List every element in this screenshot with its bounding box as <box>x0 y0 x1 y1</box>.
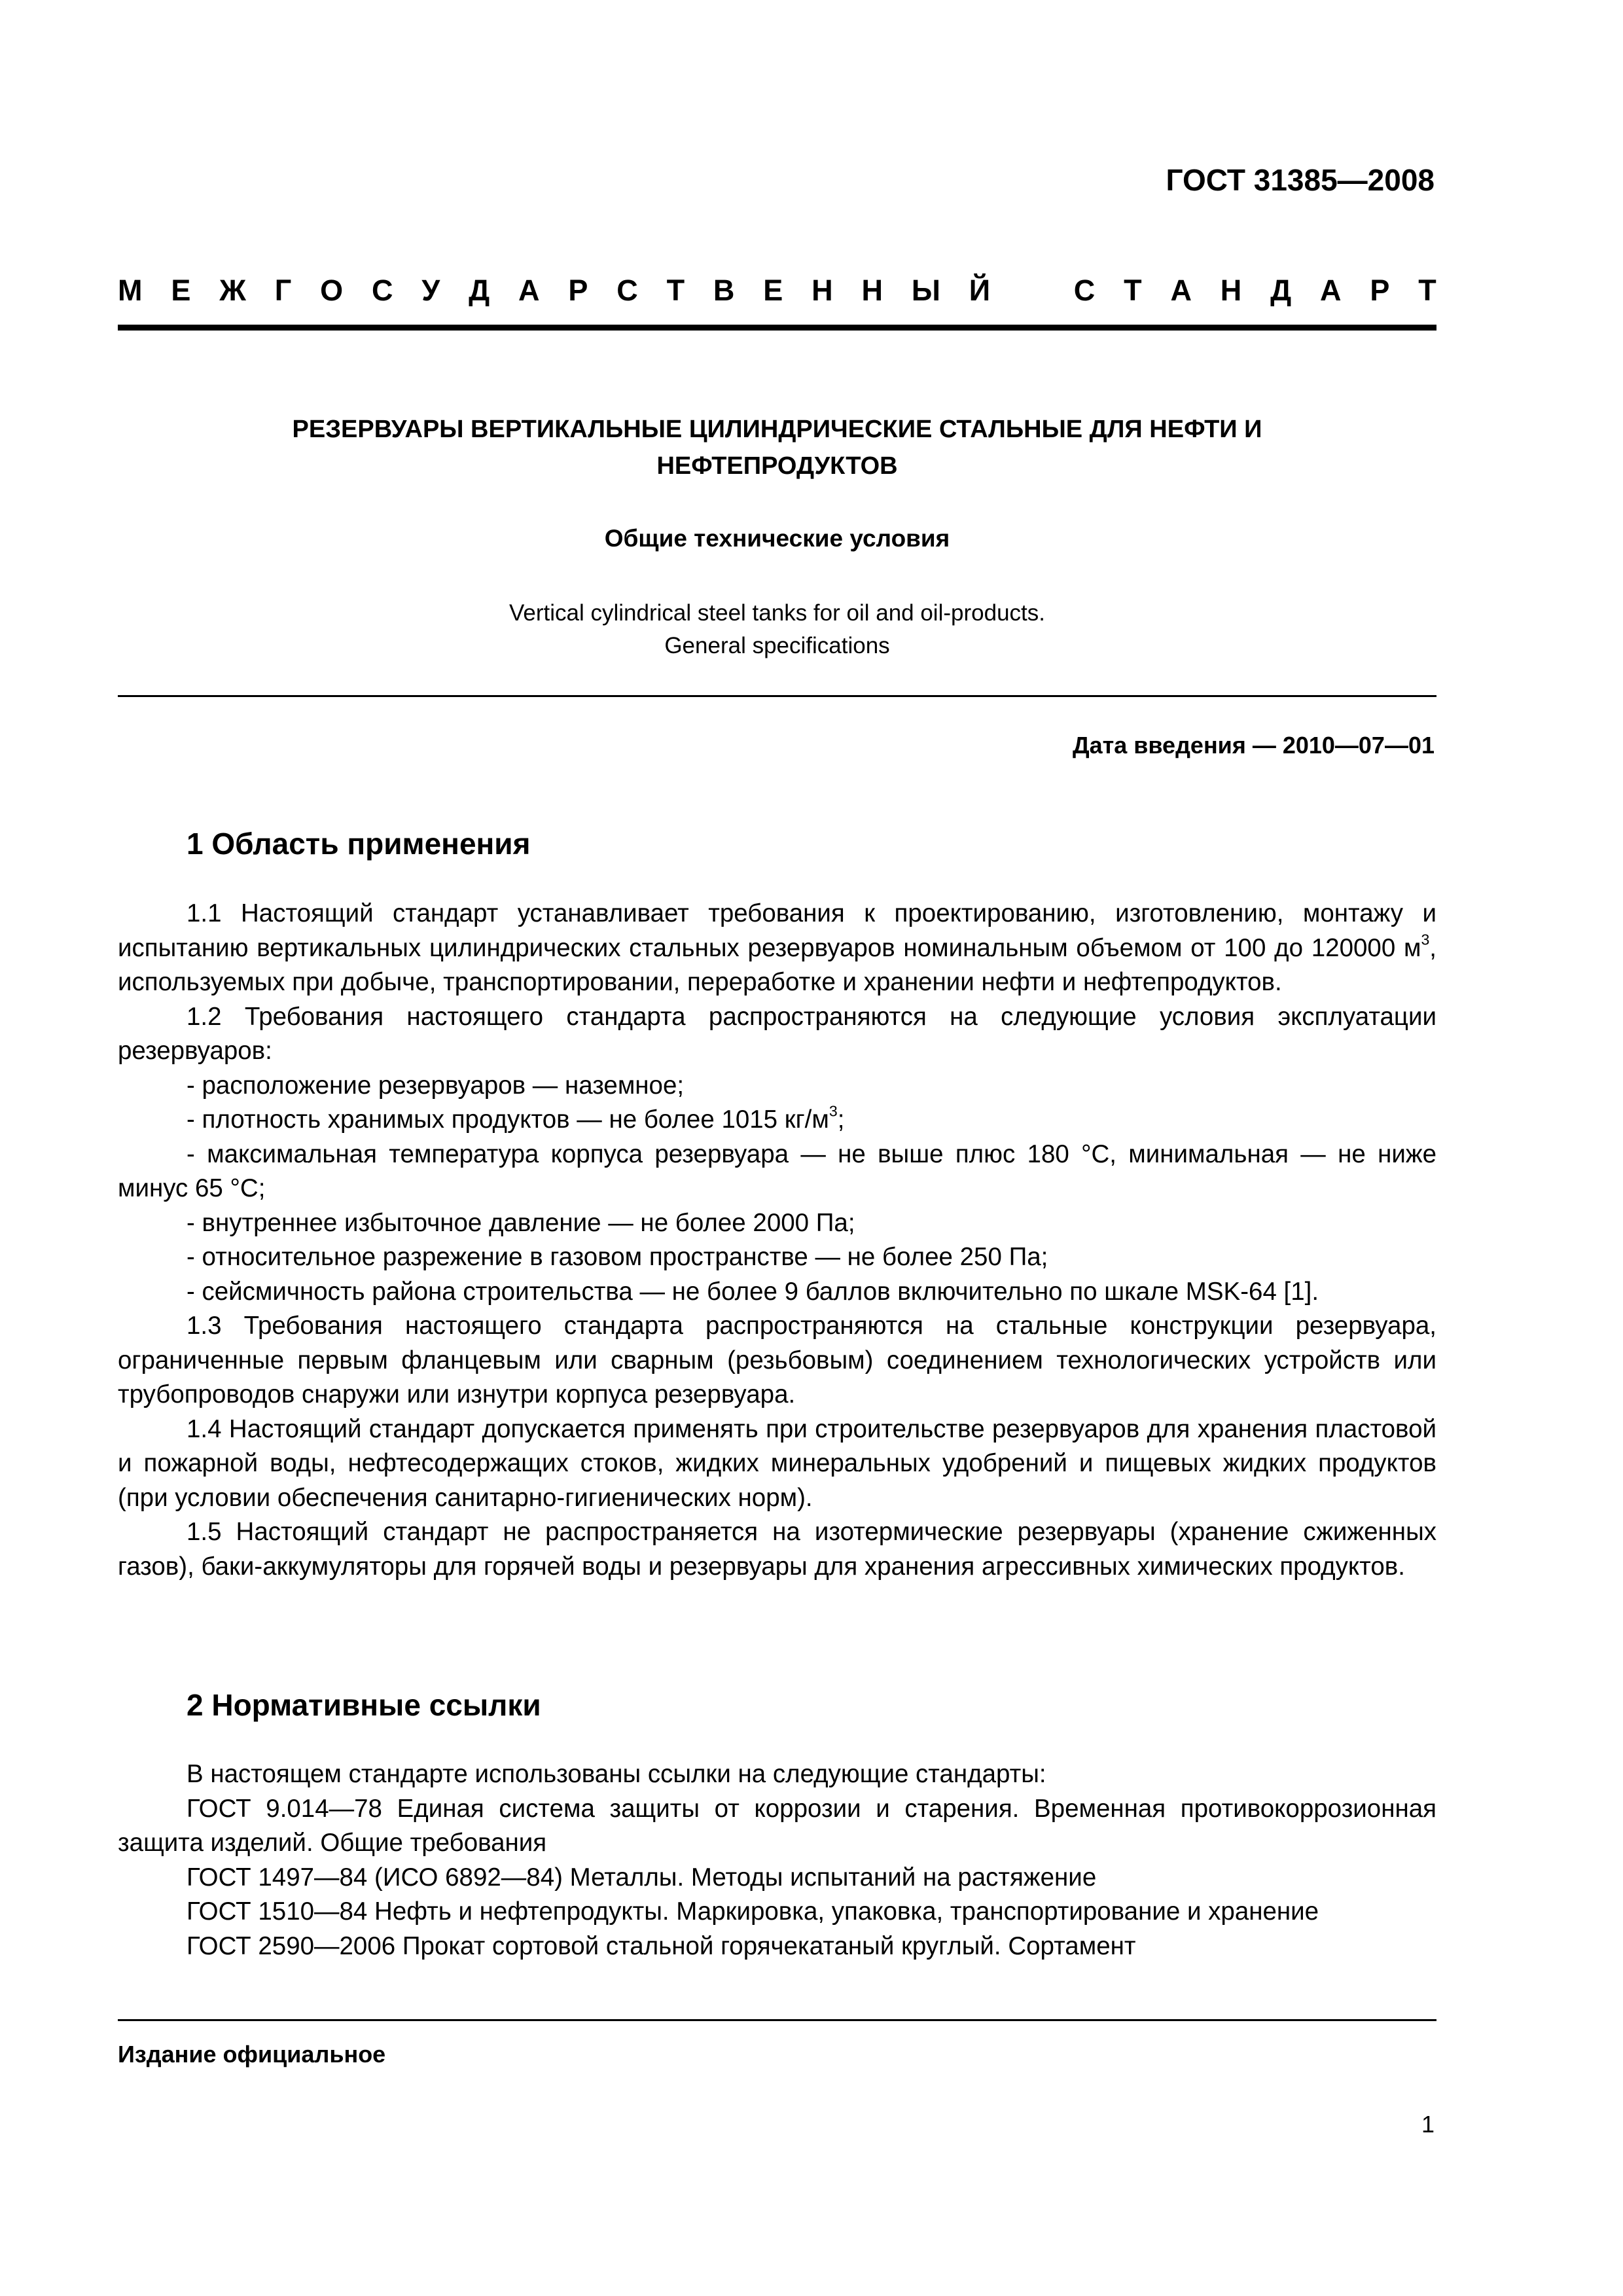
section-1-body <box>118 897 1436 1584</box>
banner-letter: Ж <box>219 274 246 307</box>
banner-letter: Р <box>1370 274 1390 307</box>
english-title-line-2: General specifications <box>664 633 890 658</box>
banner-letter: М <box>118 274 143 307</box>
interstate-standard-banner <box>118 274 1436 308</box>
clause-1-2: 1.2 Требования настоящего стандарта распространяются на следующие условия эксплуатации резервуаров: <box>118 1002 1436 1065</box>
document-title <box>118 411 1436 484</box>
section-1-heading: 1 Область применения <box>187 827 531 861</box>
references-intro: В настоящем стандарте использованы ссылки на следующие стандарты: <box>187 1760 1046 1788</box>
official-edition-label: Издание официальное <box>118 2041 386 2068</box>
footer-rule <box>118 2019 1436 2021</box>
introduction-date: Дата введения — 2010—07—01 <box>1072 732 1435 759</box>
page-number: 1 <box>1421 2111 1435 2138</box>
banner-letter: Н <box>812 274 833 307</box>
list-item: - сейсмичность района строительства — не более 9 баллов включительно по шкале MSK-64 [1]. <box>187 1277 1319 1306</box>
list-item: - расположение резервуаров — наземное; <box>187 1071 685 1100</box>
reference-item: ГОСТ 9.014—78 Единая система защиты от коррозии и старения. Временная противокоррозионная защита изделий. Общие требования <box>118 1794 1436 1857</box>
banner-word-gap <box>1019 274 1045 308</box>
banner-letter: Т <box>1124 274 1142 307</box>
banner-letter: Н <box>1220 274 1242 307</box>
list-item: - внутреннее избыточное давление — не более 2000 Па; <box>187 1208 855 1237</box>
title-rule <box>118 695 1436 697</box>
reference-item: ГОСТ 2590—2006 Прокат сортовой стальной горячекатаный круглый. Сортамент <box>187 1931 1136 1960</box>
banner-letter: У <box>421 274 440 307</box>
reference-item: ГОСТ 1510—84 Нефть и нефтепродукты. Маркировка, упаковка, транспортирование и хранение <box>187 1897 1319 1926</box>
english-title-line-1: Vertical cylindrical steel tanks for oil and oil-products. <box>509 600 1045 626</box>
standard-code: ГОСТ 31385—2008 <box>1166 163 1435 197</box>
header-rule <box>118 325 1436 331</box>
banner-letter: С <box>616 274 638 307</box>
banner-letter: А <box>1170 274 1192 307</box>
section-2-heading: 2 Нормативные ссылки <box>187 1688 541 1722</box>
clause-1-5: 1.5 Настоящий стандарт не распространяется на изотермические резервуары (хранение сжиженных газов), баки-аккумуляторы для горячей воды и резервуары для хранения агрессивных химических продуктов. <box>118 1518 1436 1581</box>
banner-letter: Д <box>1270 274 1292 307</box>
banner-letter: Р <box>568 274 588 307</box>
banner-letter: Г <box>274 274 292 307</box>
banner-letter: В <box>713 274 735 307</box>
banner-letter: О <box>320 274 344 307</box>
banner-letter: С <box>371 274 393 307</box>
title-line-1: РЕЗЕРВУАРЫ ВЕРТИКАЛЬНЫЕ ЦИЛИНДРИЧЕСКИЕ СТАЛЬНЫЕ ДЛЯ НЕФТИ И <box>292 416 1262 443</box>
title-line-2: НЕФТЕПРОДУКТОВ <box>656 452 898 480</box>
english-title <box>118 597 1436 662</box>
clause-1-3: 1.3 Требования настоящего стандарта распространяются на стальные конструкции резервуара, ограниченные первым фланцевым или сварным (резьбовым) соединением технологических устройств или трубопроводов снаружи или изнутри корпуса резервуара. <box>118 1312 1436 1408</box>
banner-letter: Ы <box>911 274 940 307</box>
banner-letter: Т <box>666 274 685 307</box>
banner-letter: С <box>1073 274 1096 307</box>
banner-letter: Е <box>763 274 783 307</box>
banner-letter: Н <box>861 274 883 307</box>
reference-item: ГОСТ 1497—84 (ИСО 6892—84) Металлы. Методы испытаний на растяжение <box>187 1863 1097 1892</box>
banner-letter: А <box>518 274 540 307</box>
section-2-body <box>118 1757 1436 1964</box>
list-item: - максимальная температура корпуса резервуара — не выше плюс 180 °С, минимальная — не ниже минус 65 °С; <box>118 1139 1436 1202</box>
banner-letter: Й <box>969 274 991 307</box>
clause-1-1: 1.1 Настоящий стандарт устанавливает требования к проектированию, изготовлению, монтажу и испытанию вертикальных цилиндрических стальных резервуаров номинальным объемом от 100 до 120000 $м^3$, используемых при добыче, транспортировании, переработке и хранении нефти и нефтепродуктов. <box>118 899 1436 996</box>
clause-1-4: 1.4 Настоящий стандарт допускается применять при строительстве резервуаров для хранения пластовой и пожарной воды, нефтесодержащих стоков, жидких минеральных удобрений и пищевых жидких продуктов (при условии обеспечения санитарно-гигиенических норм). <box>118 1414 1436 1512</box>
banner-letter: Д <box>469 274 490 307</box>
document-subtitle: Общие технические условия <box>604 525 950 552</box>
banner-letter: А <box>1320 274 1342 307</box>
banner-letter: Т <box>1418 274 1436 307</box>
banner-letter: Е <box>171 274 191 307</box>
list-item: - плотность хранимых продуктов — не более 1015 $кг/м^3$; <box>187 1102 845 1134</box>
list-item: - относительное разрежение в газовом пространстве — не более 250 Па; <box>187 1243 1048 1271</box>
